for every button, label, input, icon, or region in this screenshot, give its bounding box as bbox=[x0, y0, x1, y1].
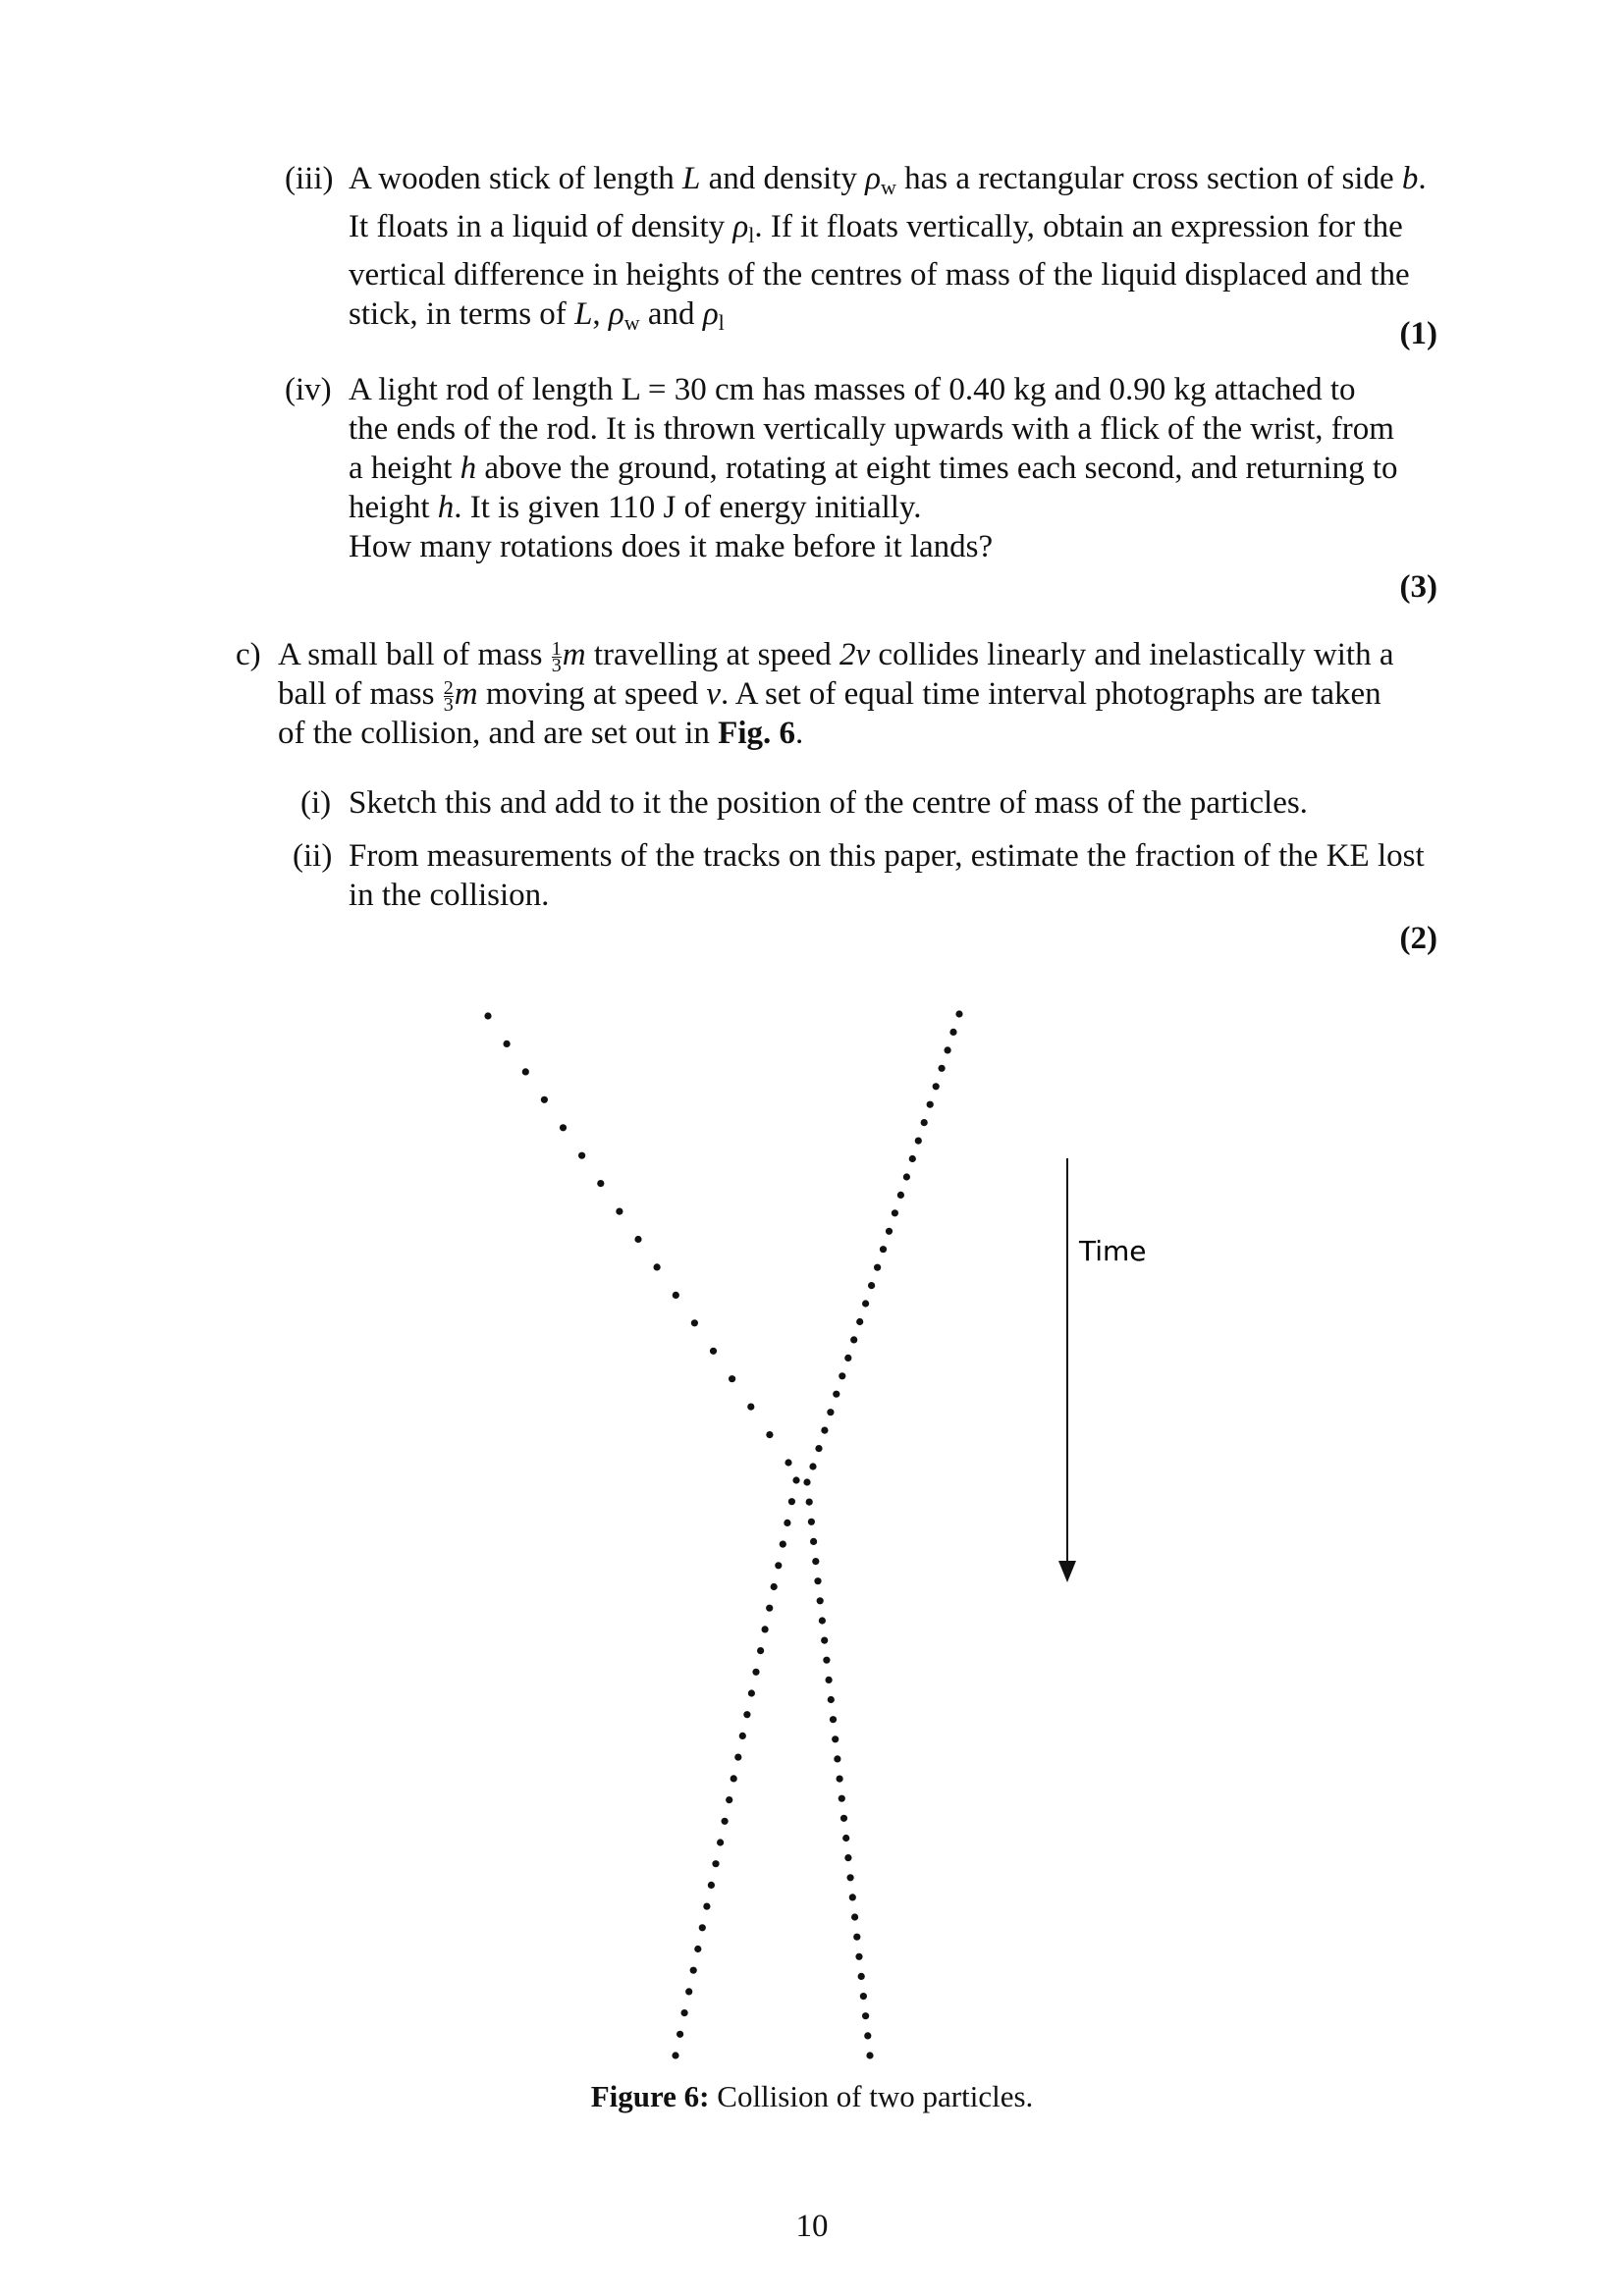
track-dot-left-incoming bbox=[616, 1208, 623, 1215]
track-dot-right-outgoing bbox=[862, 2012, 869, 2019]
track-dot-left-outgoing bbox=[748, 1689, 755, 1696]
track-dot-left-outgoing bbox=[731, 1775, 737, 1782]
track-dot-right-incoming bbox=[833, 1391, 839, 1398]
track-dot-left-outgoing bbox=[703, 1903, 710, 1910]
track-dot-right-incoming bbox=[880, 1246, 887, 1253]
track-dot-right-incoming bbox=[850, 1336, 857, 1343]
track-dot-left-outgoing bbox=[726, 1796, 732, 1803]
item-label-iv: (iv) bbox=[285, 372, 332, 407]
track-dot-left-outgoing bbox=[752, 1669, 759, 1676]
track-dot-right-outgoing bbox=[806, 1499, 813, 1506]
marks-iii: (1) bbox=[1399, 316, 1437, 351]
track-dot-right-incoming bbox=[886, 1228, 893, 1235]
track-dot-right-outgoing bbox=[821, 1637, 828, 1644]
track-dot-left-outgoing bbox=[766, 1605, 773, 1612]
track-dot-right-incoming bbox=[939, 1065, 946, 1072]
track-dot-right-incoming bbox=[862, 1300, 869, 1307]
track-dot-right-outgoing bbox=[855, 1953, 862, 1960]
track-dot-left-outgoing bbox=[672, 2052, 678, 2058]
track-dot-right-outgoing bbox=[830, 1716, 837, 1723]
track-dot-right-outgoing bbox=[853, 1934, 860, 1941]
track-dot-left-outgoing bbox=[708, 1882, 715, 1889]
track-dot-right-incoming bbox=[949, 1029, 956, 1036]
track-dot-left-incoming bbox=[710, 1348, 717, 1355]
track-dot-left-incoming bbox=[785, 1459, 791, 1466]
track-dot-right-outgoing bbox=[819, 1617, 826, 1624]
marks-c: (2) bbox=[1399, 921, 1437, 956]
track-dot-right-outgoing bbox=[812, 1558, 819, 1565]
track-dot-right-incoming bbox=[903, 1173, 910, 1180]
question-c-line-1: A small ball of mass $\frac{1}{3}$ m travelling at speed 2v collides linearly and inelastically with a bbox=[278, 637, 1394, 676]
fraction-one-third: $\frac{1}{3}$ bbox=[551, 637, 562, 676]
track-dot-left-outgoing bbox=[712, 1860, 719, 1867]
item-label-iii: (iii) bbox=[285, 161, 334, 196]
question-iii-line-3: vertical difference in heights of the centres of mass of the liquid displaced and the bbox=[349, 257, 1410, 293]
track-dot-right-incoming bbox=[874, 1264, 881, 1271]
question-iv-line-5: How many rotations does it make before it lands? bbox=[349, 529, 994, 564]
track-dot-right-outgoing bbox=[817, 1597, 824, 1604]
rod-length-value: L = 30 cm bbox=[621, 372, 755, 407]
question-iv-line-4: height h. It is given 110 J of energy initially. bbox=[349, 490, 922, 525]
track-dot-left-incoming bbox=[691, 1319, 698, 1326]
track-dot-left-outgoing bbox=[739, 1733, 746, 1739]
question-iii-line-4: stick, in terms of L, $\rho_w$ and $\rho_l$ bbox=[349, 296, 725, 335]
track-dot-right-incoming bbox=[856, 1318, 863, 1325]
track-dot-right-incoming bbox=[921, 1119, 928, 1126]
track-dot-left-incoming bbox=[729, 1375, 735, 1382]
track-dot-right-incoming bbox=[945, 1046, 951, 1053]
track-dot-right-incoming bbox=[821, 1427, 828, 1434]
track-dot-right-incoming bbox=[955, 1010, 962, 1017]
mass-2-value: 0.90 kg bbox=[1109, 372, 1207, 407]
track-dot-left-outgoing bbox=[694, 1946, 701, 1952]
track-dot-right-incoming bbox=[868, 1282, 875, 1289]
track-dot-left-outgoing bbox=[734, 1754, 741, 1761]
track-dot-right-outgoing bbox=[828, 1696, 835, 1703]
sub-label-ii: (ii) bbox=[293, 838, 333, 874]
track-dot-left-incoming bbox=[541, 1096, 548, 1103]
track-dot-right-outgoing bbox=[842, 1835, 849, 1842]
track-dot-left-outgoing bbox=[743, 1711, 750, 1718]
track-dot-left-incoming bbox=[634, 1236, 641, 1243]
track-dot-left-outgoing bbox=[677, 2031, 683, 2038]
track-dot-left-incoming bbox=[504, 1041, 511, 1047]
track-dot-left-incoming bbox=[522, 1068, 529, 1075]
sub-label-i: (i) bbox=[300, 785, 332, 821]
track-dot-right-outgoing bbox=[808, 1519, 815, 1525]
track-dot-right-incoming bbox=[927, 1101, 934, 1108]
track-dot-left-outgoing bbox=[681, 2009, 688, 2016]
track-dot-right-incoming bbox=[839, 1372, 845, 1379]
track-dot-right-incoming bbox=[933, 1083, 940, 1090]
track-dot-right-outgoing bbox=[851, 1913, 858, 1920]
fraction-two-thirds: $\frac{2}{3}$ bbox=[443, 676, 454, 716]
track-dot-left-outgoing bbox=[685, 1988, 692, 1995]
track-dot-right-outgoing bbox=[814, 1577, 821, 1584]
question-c-line-3: of the collision, and are set out in Fig. 6. bbox=[278, 716, 804, 751]
track-dot-right-incoming bbox=[915, 1138, 922, 1145]
track-dot-right-outgoing bbox=[864, 2032, 871, 2039]
track-dot-right-outgoing bbox=[840, 1815, 847, 1822]
track-dot-right-outgoing bbox=[826, 1677, 833, 1683]
track-dot-right-outgoing bbox=[823, 1657, 830, 1664]
track-dot-right-incoming bbox=[892, 1209, 898, 1216]
track-dot-left-outgoing bbox=[717, 1839, 724, 1845]
time-arrow-head bbox=[1058, 1561, 1076, 1582]
track-dot-right-incoming bbox=[909, 1155, 916, 1162]
track-dot-right-incoming bbox=[844, 1355, 851, 1362]
question-iv-line-1: A light rod of length L = 30 cm has masses of 0.40 kg and 0.90 kg attached to bbox=[349, 372, 1356, 407]
sub-question-i-text: Sketch this and add to it the position of the centre of mass of the particles. bbox=[349, 785, 1308, 821]
sub-question-ii-line-1: From measurements of the tracks on this paper, estimate the fraction of the KE lost bbox=[349, 838, 1425, 874]
track-dot-right-outgoing bbox=[860, 1993, 867, 2000]
track-dot-left-outgoing bbox=[762, 1626, 769, 1632]
question-iv-line-3: a height h above the ground, rotating at eight times each second, and returning to bbox=[349, 451, 1398, 486]
track-dot-right-incoming bbox=[809, 1463, 816, 1469]
track-dot-left-outgoing bbox=[775, 1562, 782, 1569]
track-dot-right-outgoing bbox=[839, 1795, 845, 1802]
energy-value: 110 J bbox=[607, 490, 677, 525]
track-dot-right-outgoing bbox=[832, 1735, 839, 1742]
track-dot-left-outgoing bbox=[699, 1924, 706, 1931]
track-dot-left-incoming bbox=[766, 1431, 773, 1438]
track-dot-left-incoming bbox=[747, 1404, 754, 1411]
track-dot-right-incoming bbox=[827, 1409, 834, 1415]
question-iii-line-2: It floats in a liquid of density $\rho_l$. If it floats vertically, obtain an expression for the bbox=[349, 209, 1403, 247]
figure-caption: Figure 6: Collision of two particles. bbox=[590, 2079, 1034, 2113]
track-dot-left-outgoing bbox=[722, 1818, 729, 1825]
track-dot-left-incoming bbox=[654, 1263, 661, 1270]
track-dot-left-incoming bbox=[673, 1292, 679, 1299]
track-dot-right-outgoing bbox=[837, 1776, 843, 1783]
item-label-c: c) bbox=[236, 637, 261, 672]
track-dot-left-outgoing bbox=[771, 1583, 778, 1590]
sub-question-ii-line-2: in the collision. bbox=[349, 878, 550, 913]
question-iv-line-2: the ends of the rod. It is thrown vertically upwards with a flick of the wrist, from bbox=[349, 411, 1394, 447]
question-c-line-2: ball of mass $\frac{2}{3}$ m moving at speed v. A set of equal time interval photographs are taken bbox=[278, 676, 1381, 716]
track-dot-left-incoming bbox=[484, 1012, 491, 1019]
figure-reference: Fig. 6 bbox=[718, 716, 795, 751]
particle-tracks bbox=[484, 1010, 962, 2058]
track-dot-left-outgoing bbox=[784, 1520, 790, 1526]
track-dot-left-incoming bbox=[578, 1152, 585, 1159]
track-dot-left-outgoing bbox=[792, 1476, 799, 1483]
track-dot-right-incoming bbox=[815, 1445, 822, 1452]
track-dot-right-outgoing bbox=[858, 1973, 865, 1980]
track-dot-right-incoming bbox=[897, 1192, 904, 1199]
track-dot-left-outgoing bbox=[690, 1967, 697, 1974]
question-iii-line-1: A wooden stick of length L and density $\rho_w$ has a rectangular cross section of side b. bbox=[349, 161, 1427, 199]
mass-1-value: 0.40 kg bbox=[948, 372, 1047, 407]
track-dot-left-incoming bbox=[597, 1180, 604, 1187]
track-dot-left-outgoing bbox=[788, 1498, 795, 1505]
track-dot-right-outgoing bbox=[803, 1478, 810, 1485]
page-number: 10 bbox=[795, 2209, 829, 2244]
track-dot-right-outgoing bbox=[844, 1854, 851, 1861]
track-dot-right-outgoing bbox=[849, 1894, 856, 1900]
track-dot-left-incoming bbox=[560, 1124, 567, 1131]
marks-iv: (3) bbox=[1399, 569, 1437, 605]
track-dot-right-outgoing bbox=[847, 1874, 854, 1881]
track-dot-left-outgoing bbox=[757, 1647, 764, 1654]
track-dot-right-outgoing bbox=[866, 2052, 873, 2058]
track-dot-right-outgoing bbox=[834, 1755, 840, 1762]
track-dot-left-outgoing bbox=[780, 1541, 786, 1548]
time-label: Time bbox=[1079, 1235, 1147, 1267]
track-dot-right-outgoing bbox=[810, 1538, 817, 1545]
